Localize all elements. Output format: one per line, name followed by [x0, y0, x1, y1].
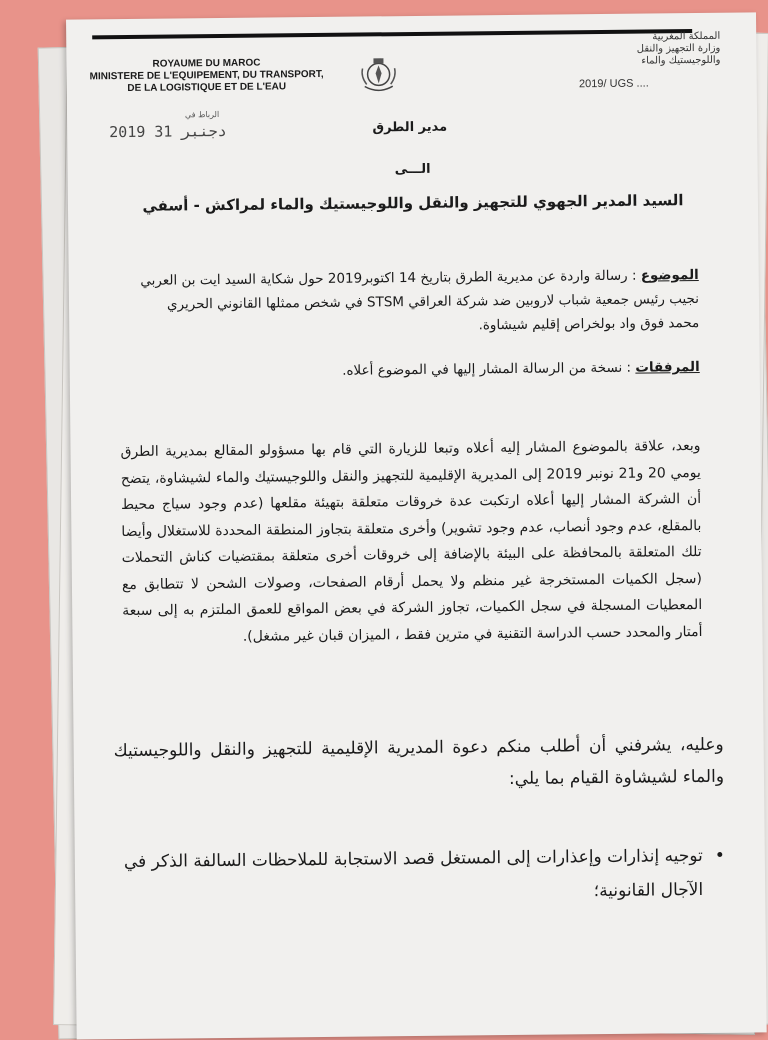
- bullet-icon: •: [714, 845, 725, 866]
- header-ar-line: المملكة المغربية: [652, 30, 721, 43]
- body-paragraph: وبعد، علاقة بالموضوع المشار إليه أعلاه وتبعا للزيارة التي قام بها مسؤولو المقالع بمديرية الطرق يومي 20 و21 نونبر 2019 إلى المديرية الإقليمية للتجهيز والنقل واللوجيستيك والماء لشيشاوة، يتضح أن الشركة المشار إليها أعلاه ارتكبت عدة خروقات متعلقة بتهيئة مقلعها (عدم وجود سياج محيط بالمقلع، عدم وجود أنصاب، عدم وجود تشوير) وأخرى متعلقة بتجاوز المنطقة المحددة للاستغلال وأيضا تلك المتعلقة بالمحافظة على البيئة بالإضافة إلى خروقات أخرى متعلقة بمقتضيات كناش التحملات (سجل الكميات المستخرجة غير منظم ولا يحمل أرقام الصفحات، وصولات الشحن لا تتطابق مع المعطيات المسجلة في سجل الكميات، تجاوز الشركة في بعض المواقع للعمق الملتزم به إلى سبعة أمتار والمحدد حسب الدراسة التقنية في مترين فقط ، الميزان قبان غير مشغل).: [120, 437, 703, 645]
- sender: مدير الطرق: [372, 119, 448, 136]
- coat-of-arms-icon: [358, 56, 398, 94]
- list-item: [115, 839, 726, 913]
- list-item-text: توجيه إنذارات وإعذارات إلى المستغل قصد الاستجابة للملاحظات السالفة الذكر في الآجال القانونية؛: [123, 845, 704, 902]
- body-paragraph: وعليه، يشرفني أن أطلب منكم دعوة المديرية الإقليمية للتجهيز والنقل واللوجيستيك والماء لشيشاوة القيام بما يلي:: [113, 734, 725, 790]
- subject: [139, 263, 700, 341]
- to-label: الـــى: [394, 161, 431, 178]
- date-stamp-place: الرباط في: [184, 110, 220, 120]
- addressee: السيد المدير الجهوي للتجهيز والنقل واللوجيستيك والماء لمراكش - أسفي: [142, 191, 684, 215]
- header-fr-line: ROYAUME DU MAROC: [152, 57, 261, 70]
- header-ar-line: واللوجيستيك والماء: [641, 54, 721, 67]
- subject-text: : رسالة واردة عن مديرية الطرق بتاريخ 14 اكتوبر2019 حول شكاية السيد ايت بن العربي نجيب رئيس جمعية شباب لاروبين ضد شركة العراقي STSM في شخص ممثلها القانوني الحريري محمد فوق واد بولخراص إقليم شيشاوة.: [140, 267, 700, 334]
- header-fr-line: DE LA LOGISTIQUE ET DE L'EAU: [127, 81, 287, 94]
- letter-page: [66, 12, 767, 1039]
- reference-number: 2019/ UGS ....: [578, 77, 649, 91]
- header-fr-line: MINISTERE DE L'EQUIPEMENT, DU TRANSPORT,: [89, 68, 324, 83]
- subject-label: الموضوع: [640, 267, 699, 284]
- attachments-text: : نسخة من الرسالة المشار إليها في الموضوع أعلاه.: [342, 359, 632, 379]
- header-french: [86, 57, 326, 96]
- header-arabic: [550, 31, 720, 69]
- header-ar-line: وزارة التجهيز والنقل: [636, 42, 721, 55]
- attachments: [140, 359, 700, 381]
- date-stamp: 2019 دجنبر 31: [109, 121, 227, 142]
- attachments-label: المرفقات: [635, 358, 700, 376]
